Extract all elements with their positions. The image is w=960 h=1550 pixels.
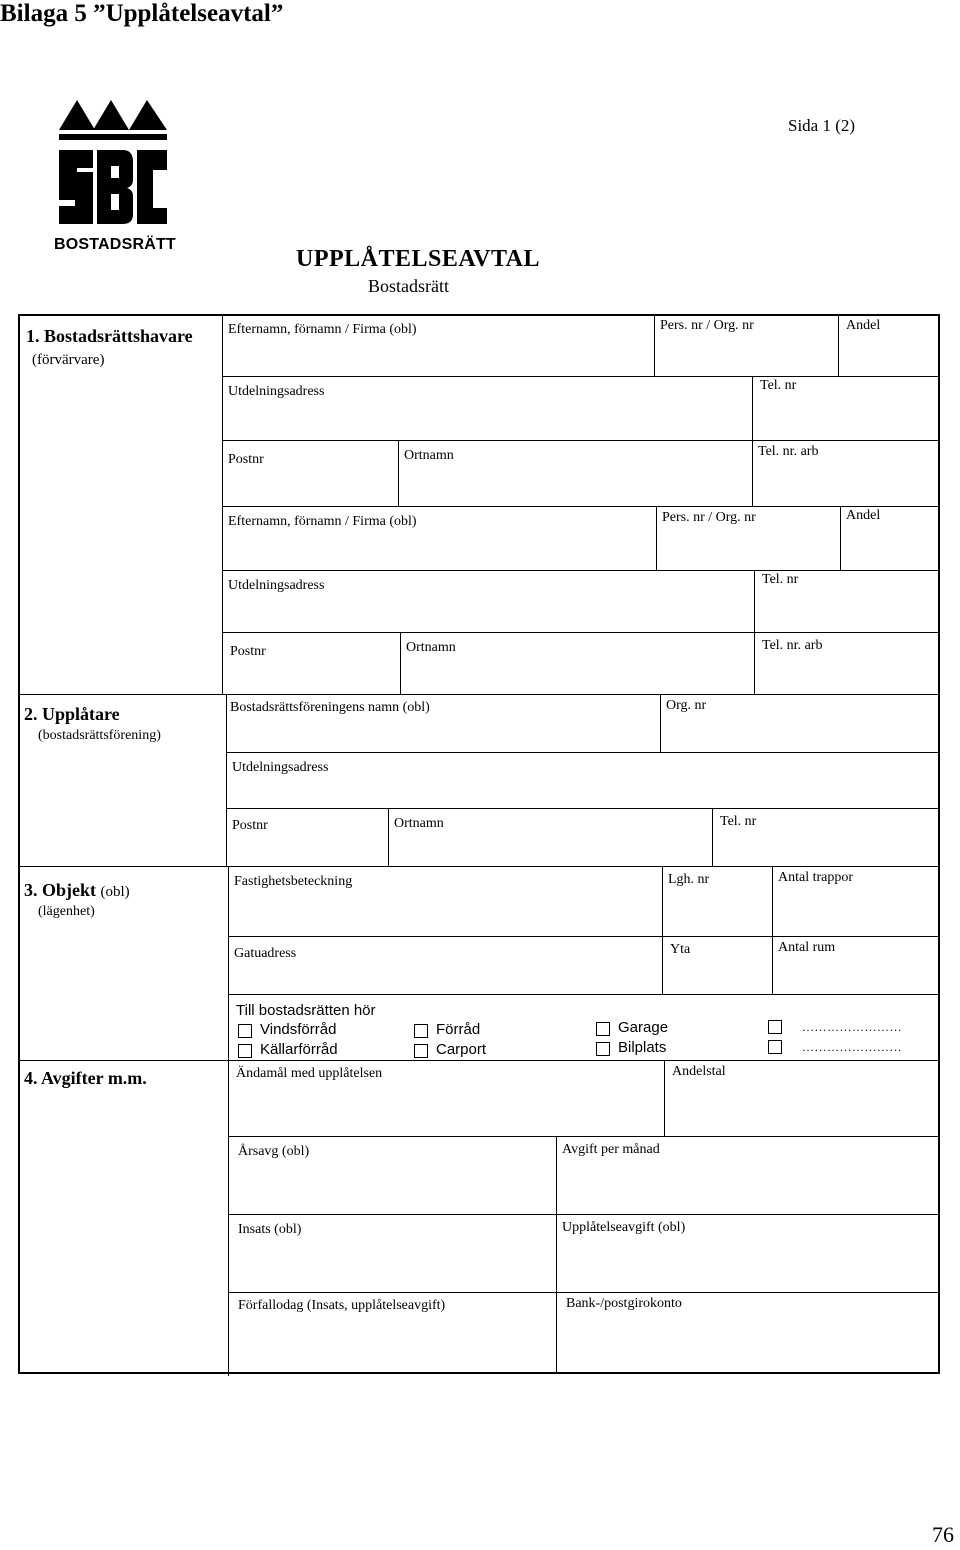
input-postnr-1[interactable] (226, 470, 394, 502)
label-name-1: Efternamn, förnamn / Firma (obl) (228, 322, 417, 337)
section-2-title: 2. Upplåtare (24, 704, 120, 724)
input-address-forening[interactable] (230, 780, 934, 804)
checkbox-other-1[interactable] (768, 1020, 782, 1034)
input-antal-trappor[interactable] (776, 892, 934, 930)
input-ortnamn-1[interactable] (402, 470, 746, 502)
input-andamal[interactable] (232, 1086, 658, 1132)
input-tel-forening[interactable] (716, 834, 934, 862)
label-tel-forening: Tel. nr (720, 814, 757, 829)
label-andamal: Ändamål med upplåtelsen (236, 1066, 383, 1081)
label-arsavg: Årsavg (obl) (238, 1144, 310, 1159)
label-name-2: Efternamn, förnamn / Firma (obl) (228, 514, 417, 529)
label-forening-namn: Bostadsrättsföreningens namn (obl) (230, 700, 430, 715)
checkbox-label-bilplats: Bilplats (618, 1039, 667, 1056)
label-ortnamn-2: Ortnamn (406, 640, 456, 655)
label-forfallodag: Förfallodag (Insats, upplåtelseavgift) (238, 1298, 446, 1313)
label-lgh-nr: Lgh. nr (668, 872, 710, 887)
label-tel-arb-2: Tel. nr. arb (762, 638, 823, 653)
page-indicator: Sida 1 (2) (788, 116, 856, 135)
input-ortnamn-2[interactable] (404, 662, 748, 690)
other-2-dotted-line: …………………… (802, 1040, 902, 1054)
checkbox-label-garage: Garage (618, 1019, 669, 1036)
section-3-subtitle: (lägenhet) (38, 904, 95, 919)
checkbox-forrad[interactable] (414, 1024, 428, 1038)
input-avgift-manad[interactable] (560, 1164, 934, 1210)
section-1-title: 1. Bostadsrättshavare (26, 326, 193, 346)
page-header: Bilaga 5 ”Upplåtelseavtal” (0, 0, 284, 27)
input-forening-namn[interactable] (230, 720, 654, 748)
label-persnr-2: Pers. nr / Org. nr (662, 510, 756, 525)
input-andel-2[interactable] (844, 534, 934, 566)
input-andelstal[interactable] (668, 1084, 934, 1132)
label-upplatelseavgift: Upplåtelseavgift (obl) (562, 1220, 686, 1235)
other-1-dotted-line: …………………… (802, 1020, 902, 1034)
label-fastighet: Fastighetsbeteckning (234, 874, 353, 889)
label-persnr-1: Pers. nr / Org. nr (660, 318, 754, 333)
label-andelstal: Andelstal (672, 1064, 726, 1079)
input-tel-1[interactable] (756, 398, 934, 436)
input-lgh-nr[interactable] (666, 894, 766, 930)
input-postnr-2[interactable] (226, 662, 396, 690)
input-tel-arb-2[interactable] (758, 656, 934, 690)
input-yta[interactable] (666, 962, 766, 990)
checkbox-label-forrad: Förråd (436, 1021, 481, 1038)
section-2-subtitle: (bostadsrättsförening) (38, 728, 161, 743)
label-ortnamn-forening: Ortnamn (394, 816, 444, 831)
checkbox-label-kallarforrad: Källarförråd (260, 1041, 338, 1058)
document-title: UPPLÅTELSEAVTAL (296, 246, 541, 272)
input-orgnr[interactable] (664, 720, 934, 748)
checkbox-carport[interactable] (414, 1044, 428, 1058)
logo-wordmark: BOSTADSRÄTT (54, 236, 176, 253)
input-forfallodag[interactable] (234, 1318, 550, 1368)
input-tel-2[interactable] (758, 592, 934, 628)
sbc-logo-icon (55, 100, 190, 235)
input-persnr-2[interactable] (660, 534, 836, 566)
label-ortnamn-1: Ortnamn (404, 448, 454, 463)
label-tel-2: Tel. nr (762, 572, 799, 587)
label-bankgiro: Bank-/postgirokonto (566, 1296, 682, 1311)
footer-page-number: 76 (932, 1522, 954, 1547)
document-subtitle: Bostadsrätt (368, 276, 449, 296)
input-upplatelseavgift[interactable] (560, 1242, 934, 1288)
section-3-title (24, 880, 130, 901)
input-gatuadress[interactable] (232, 966, 656, 990)
input-arsavg[interactable] (234, 1166, 550, 1210)
input-name-2[interactable] (226, 534, 650, 566)
label-yta: Yta (670, 942, 691, 957)
input-fastighet[interactable] (232, 894, 656, 930)
input-address-2[interactable] (226, 598, 748, 628)
input-bankgiro[interactable] (560, 1316, 934, 1368)
label-antal-rum: Antal rum (778, 940, 836, 955)
section-4-title: 4. Avgifter m.m. (24, 1068, 147, 1088)
label-address-forening: Utdelningsadress (232, 760, 329, 775)
input-address-1[interactable] (226, 404, 746, 436)
label-gatuadress: Gatuadress (234, 946, 297, 961)
input-insats[interactable] (234, 1244, 550, 1288)
label-orgnr: Org. nr (666, 698, 707, 713)
input-name-1[interactable] (226, 340, 646, 372)
section-1-subtitle: (förvärvare) (32, 352, 105, 368)
checkbox-vindsforrad[interactable] (238, 1024, 252, 1038)
label-tel-arb-1: Tel. nr. arb (758, 444, 819, 459)
input-persnr-1[interactable] (658, 340, 834, 372)
label-till-bostadsratten: Till bostadsrätten hör (236, 1002, 376, 1019)
label-tel-1: Tel. nr (760, 378, 797, 393)
section-3-title-suffix: (obl) (100, 884, 130, 900)
checkbox-garage[interactable] (596, 1022, 610, 1036)
label-avgift-manad: Avgift per månad (562, 1142, 660, 1157)
label-antal-trappor: Antal trappor (778, 870, 854, 885)
input-postnr-forening[interactable] (230, 838, 384, 862)
label-postnr-2: Postnr (230, 644, 266, 659)
checkbox-kallarforrad[interactable] (238, 1044, 252, 1058)
input-ortnamn-forening[interactable] (392, 838, 708, 862)
input-tel-arb-1[interactable] (756, 464, 934, 502)
checkbox-bilplats[interactable] (596, 1042, 610, 1056)
label-address-2: Utdelningsadress (228, 578, 325, 593)
checkbox-label-carport: Carport (436, 1041, 487, 1058)
section-3-title-text: 3. Objekt (24, 880, 96, 900)
input-antal-rum[interactable] (776, 960, 934, 990)
input-andel-1[interactable] (842, 340, 934, 372)
label-andel-1: Andel (846, 318, 881, 333)
checkbox-label-vindsforrad: Vindsförråd (260, 1021, 337, 1038)
label-postnr-1: Postnr (228, 452, 264, 467)
label-insats: Insats (obl) (238, 1222, 302, 1237)
label-address-1: Utdelningsadress (228, 384, 325, 399)
label-postnr-forening: Postnr (232, 818, 268, 833)
checkbox-other-2[interactable] (768, 1040, 782, 1054)
label-andel-2: Andel (846, 508, 881, 523)
